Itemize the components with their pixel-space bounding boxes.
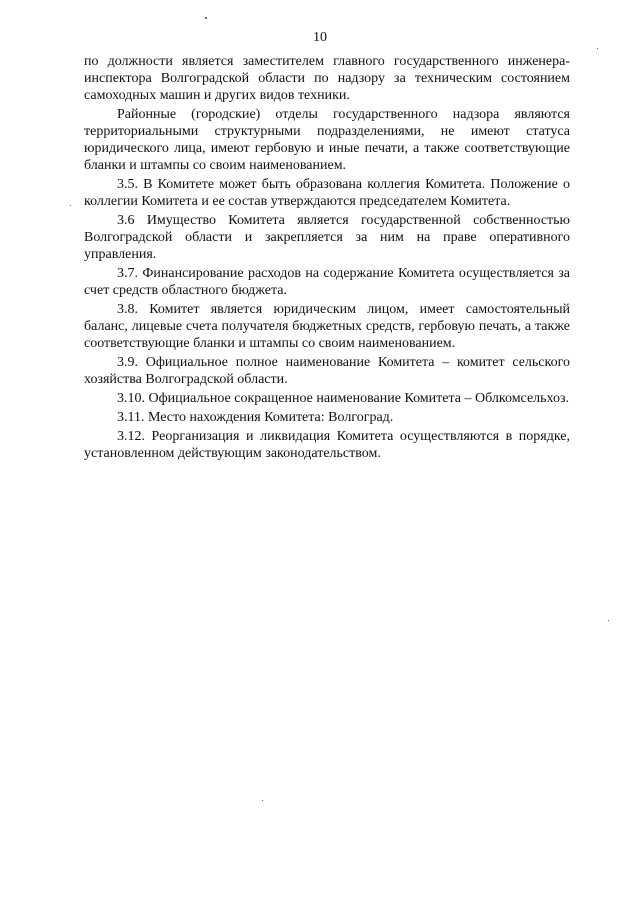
page-number: 10 xyxy=(313,30,327,45)
paragraph-3-9: 3.9. Официальное полное наименование Комитета – комитет сельского хозяйства Волгоградской области. xyxy=(84,355,570,387)
paragraph-3-5: 3.5. В Комитете может быть образована коллегия Комитета. Положение о коллегии Комитета и ее состав утверждаются председателем Комитета. xyxy=(84,177,570,209)
paragraph-continuation: по должности является заместителем главного государственного инженера-инспектора Волгоградской области по надзору за техническим состоянием самоходных машин и других видов техники. xyxy=(84,54,570,103)
paragraph-3-6: 3.6 Имущество Комитета является государственной собственностью Волгоградской области и закрепляется за ним на праве оперативного управления. xyxy=(84,213,570,262)
document-body xyxy=(84,53,570,464)
paragraph-3-7: 3.7. Финансирование расходов на содержание Комитета осуществляется за счет средств областного бюджета. xyxy=(84,266,570,298)
scan-speck xyxy=(597,48,598,49)
scan-speck xyxy=(70,205,71,206)
scan-speck xyxy=(205,17,207,19)
paragraph-3-8: 3.8. Комитет является юридическим лицом, имеет самостоятельный баланс, лицевые счета получателя бюджетных средств, гербовую печать, а также соответствующие бланки и штампы со своим наименованием. xyxy=(84,302,570,351)
scan-speck xyxy=(608,620,609,621)
paragraph-3-12: 3.12. Реорганизация и ликвидация Комитета осуществляются в порядке, установленном действующим законодательством. xyxy=(84,429,570,461)
paragraph-district-departments: Районные (городские) отделы государственного надзора являются территориальными структурными подразделениями, не имеют статуса юридического лица, имеют гербовую и иные печати, а также соответствующие бланки и штампы со своим наименованием. xyxy=(84,107,570,173)
paragraph-3-11: 3.11. Место нахождения Комитета: Волгоград. xyxy=(117,410,394,425)
paragraph-3-10: 3.10. Официальное сокращенное наименование Комитета – Облкомсельхоз. xyxy=(117,391,570,406)
scan-speck xyxy=(262,800,263,801)
